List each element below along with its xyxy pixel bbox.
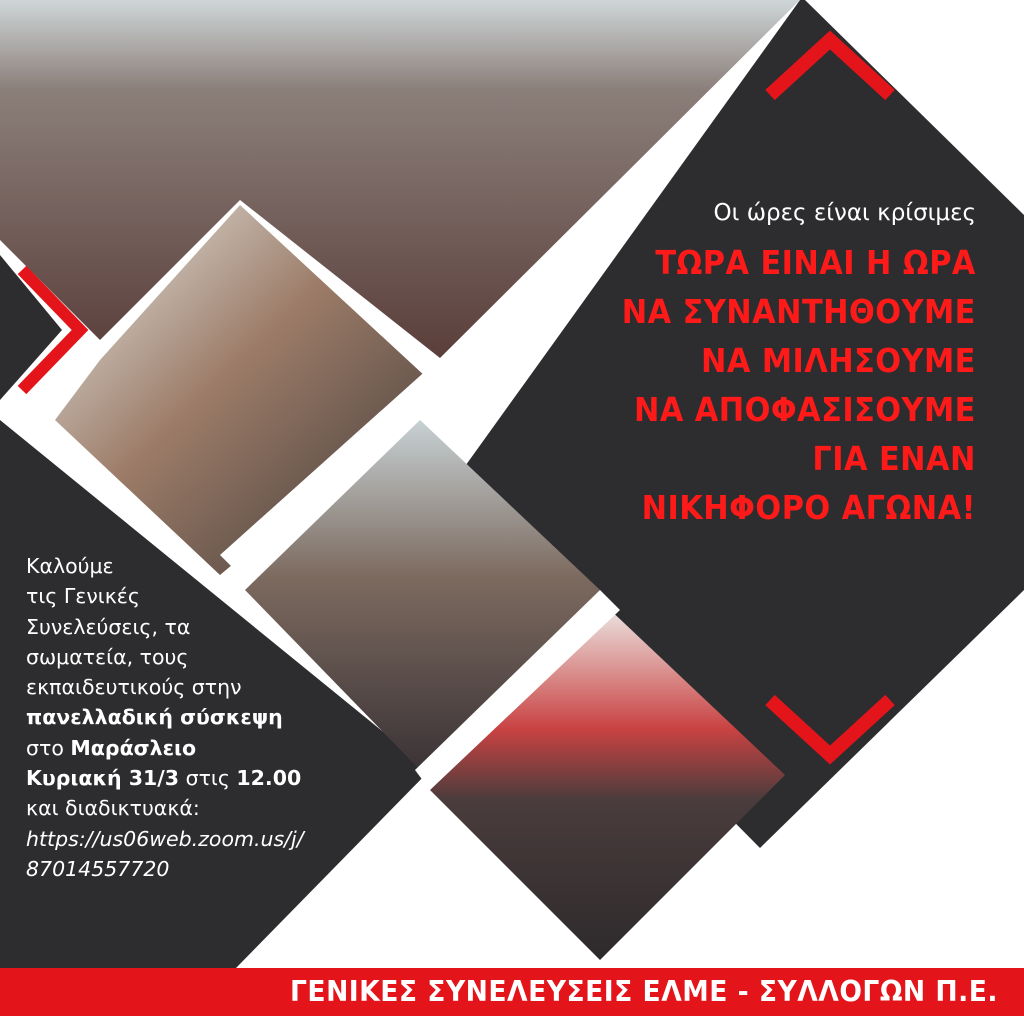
zoom-link-part1[interactable]: https://us06web.zoom.us/j/ [26,826,304,851]
headline-line-5: ΓΙΑ ΕΝΑΝ [812,439,976,478]
headline-block [591,198,976,532]
info-line-2: τις Γενικές [26,584,140,609]
headline-line-1: ΤΩΡΑ ΕΙΝΑΙ Η ΩΡΑ [655,243,976,282]
event-name: πανελλαδική σύσκεψη [26,705,283,730]
time-prefix: στις [179,766,237,791]
headline-line-2: ΝΑ ΣΥΝΑΝΤΗΘΟΥΜΕ [621,292,976,331]
zoom-link-part2[interactable]: 87014557720 [26,856,170,881]
headline-line-4: ΝΑ ΑΠΟΦΑΣΙΣΟΥΜΕ [634,390,976,429]
info-line-4: σωματεία, τους [26,644,189,669]
event-time: 12.00 [236,766,302,791]
online-label: και διαδικτυακά: [26,796,200,821]
headline-subtitle: Οι ώρες είναι κρίσιμες [713,200,976,226]
info-line-3: Συνελεύσεις, τα [26,614,191,639]
place-prefix: στο [26,735,71,760]
event-date: Κυριακή 31/3 [26,766,180,791]
footer-title: ΓΕΝΙΚΕΣ ΣΥΝΕΛΕΥΣΕΙΣ ΕΛΜΕ - ΣΥΛΛΟΓΩΝ Π.Ε. [290,975,998,1008]
invitation-text [26,551,304,884]
event-place: Μαράσλειο [70,735,197,760]
headline-line-6: ΝΙΚΗΦΟΡΟ ΑΓΩΝΑ! [641,488,976,527]
headline-line-3: ΝΑ ΜΙΛΗΣΟΥΜΕ [701,341,976,380]
info-line-1: Καλούμε [26,554,114,578]
info-line-5: εκπαιδευτικούς στην [26,675,242,700]
